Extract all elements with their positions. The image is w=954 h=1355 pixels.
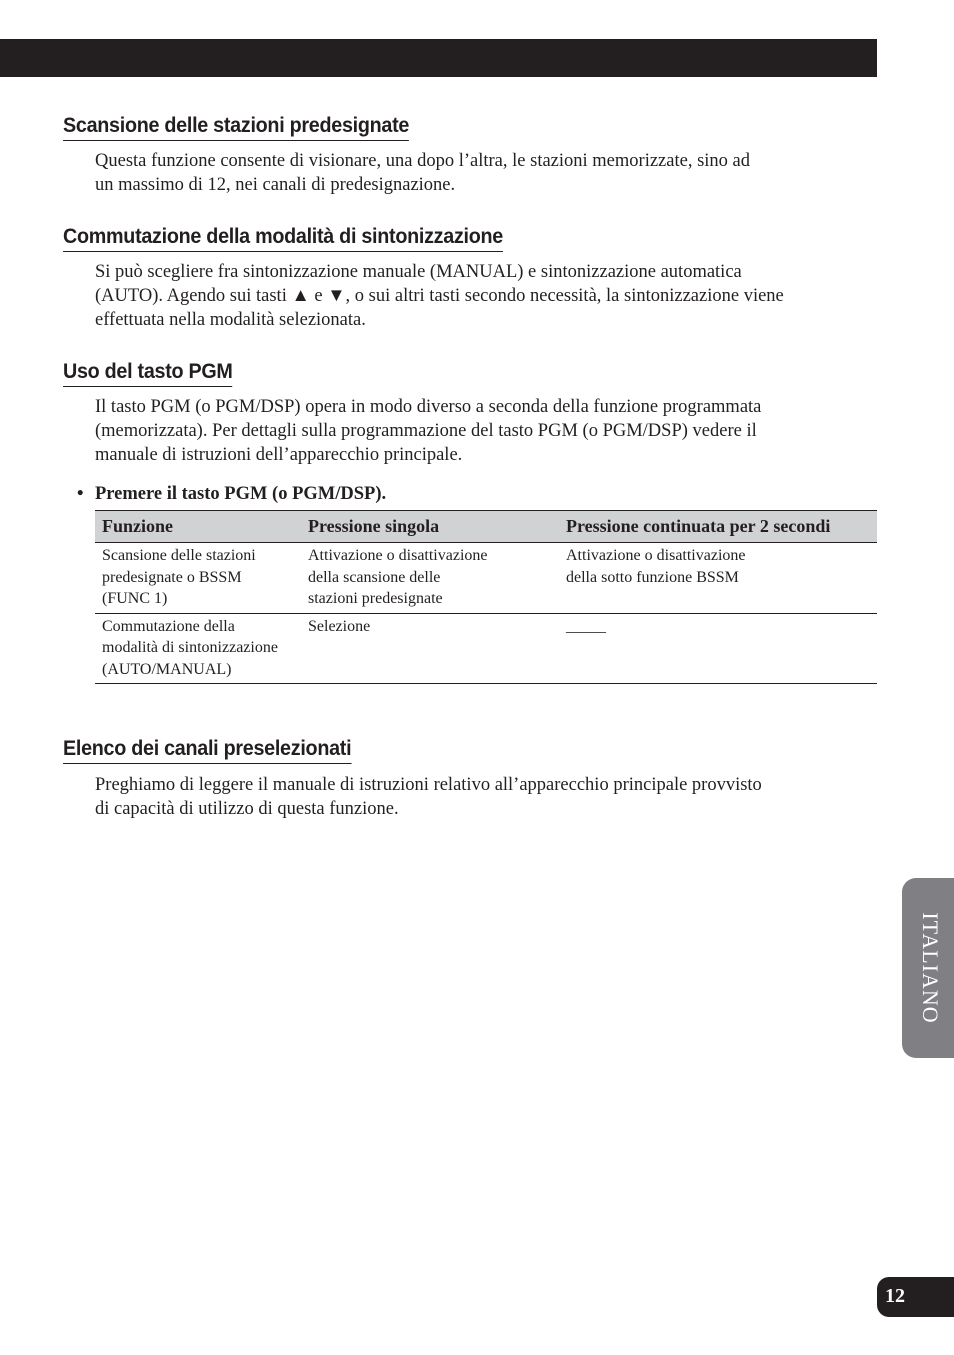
text-line: Questa funzione consente di visionare, una dopo l’altra, le stazioni memorizzate, sino ad xyxy=(95,151,750,171)
table-cell xyxy=(95,613,301,684)
section-heading-commutazione: Commutazione della modalità di sintonizzazione xyxy=(63,225,503,252)
language-tab-label: ITALIANO xyxy=(918,912,943,1024)
table-row xyxy=(95,613,877,684)
text-line: un massimo di 12, nei canali di predesignazione. xyxy=(95,175,456,195)
text-line: manuale di istruzioni dell’apparecchio principale. xyxy=(95,445,463,465)
cell-line: modalità di sintonizzazione xyxy=(102,639,278,656)
cell-line: Selezione xyxy=(308,617,371,635)
instruction-bullet xyxy=(77,482,386,506)
table-row xyxy=(95,543,877,614)
section-heading-elenco: Elenco dei canali preselezionati xyxy=(63,737,351,764)
section-heading-scansione: Scansione delle stazioni predesignate xyxy=(63,114,409,141)
pgm-function-table xyxy=(95,510,877,684)
header-funzione: Funzione xyxy=(95,511,301,543)
table-cell xyxy=(301,543,559,614)
cell-line: della sotto funzione BSSM xyxy=(566,568,739,586)
bullet-marker: • xyxy=(77,484,84,504)
header-bar xyxy=(0,39,877,77)
cell-line: Attivazione o disattivazione xyxy=(566,547,746,564)
cell-line: della scansione delle xyxy=(308,568,441,586)
text-line: Si può scegliere fra sintonizzazione manuale (MANUAL) e sintonizzazione automatica xyxy=(95,262,742,282)
cell-line: Scansione delle stazioni xyxy=(102,547,256,564)
page-number: 12 xyxy=(885,1285,905,1307)
text-line: (AUTO). Agendo sui tasti ▲ e ▼, o sui altri tasti secondo necessità, la sintonizzazione viene xyxy=(95,286,784,306)
header-pressione-continuata: Pressione continuata per 2 secondi xyxy=(559,511,877,543)
header-pressione-singola: Pressione singola xyxy=(301,511,559,543)
section-heading-pgm: Uso del tasto PGM xyxy=(63,360,233,387)
text-line: (memorizzata). Per dettagli sulla programmazione del tasto PGM (o PGM/DSP) vedere il xyxy=(95,421,757,441)
section-text-scansione xyxy=(95,149,855,197)
cell-line: (AUTO/MANUAL) xyxy=(102,660,232,678)
cell-line: _____ xyxy=(566,617,606,635)
table-cell xyxy=(95,543,301,614)
cell-line: Attivazione o disattivazione xyxy=(308,547,488,564)
text-line: di capacità di utilizzo di questa funzione. xyxy=(95,799,399,819)
section-text-pgm xyxy=(95,395,855,467)
cell-line: stazioni predesignate xyxy=(308,590,443,607)
cell-line: Commutazione della xyxy=(102,617,235,635)
cell-line: predesignate o BSSM xyxy=(102,568,242,586)
table-cell xyxy=(301,613,559,684)
text-line: effettuata nella modalità selezionata. xyxy=(95,310,366,330)
table-header-row xyxy=(95,511,877,543)
table-cell xyxy=(559,613,877,684)
table-cell xyxy=(559,543,877,614)
bullet-text: Premere il tasto PGM (o PGM/DSP). xyxy=(95,484,387,504)
text-line: Il tasto PGM (o PGM/DSP) opera in modo diverso a seconda della funzione programmata xyxy=(95,397,762,417)
text-line: Preghiamo di leggere il manuale di istruzioni relativo all’apparecchio principale provvisto xyxy=(95,775,762,795)
section-text-commutazione xyxy=(95,260,855,332)
section-text-elenco xyxy=(95,773,855,821)
cell-line: (FUNC 1) xyxy=(102,590,168,607)
